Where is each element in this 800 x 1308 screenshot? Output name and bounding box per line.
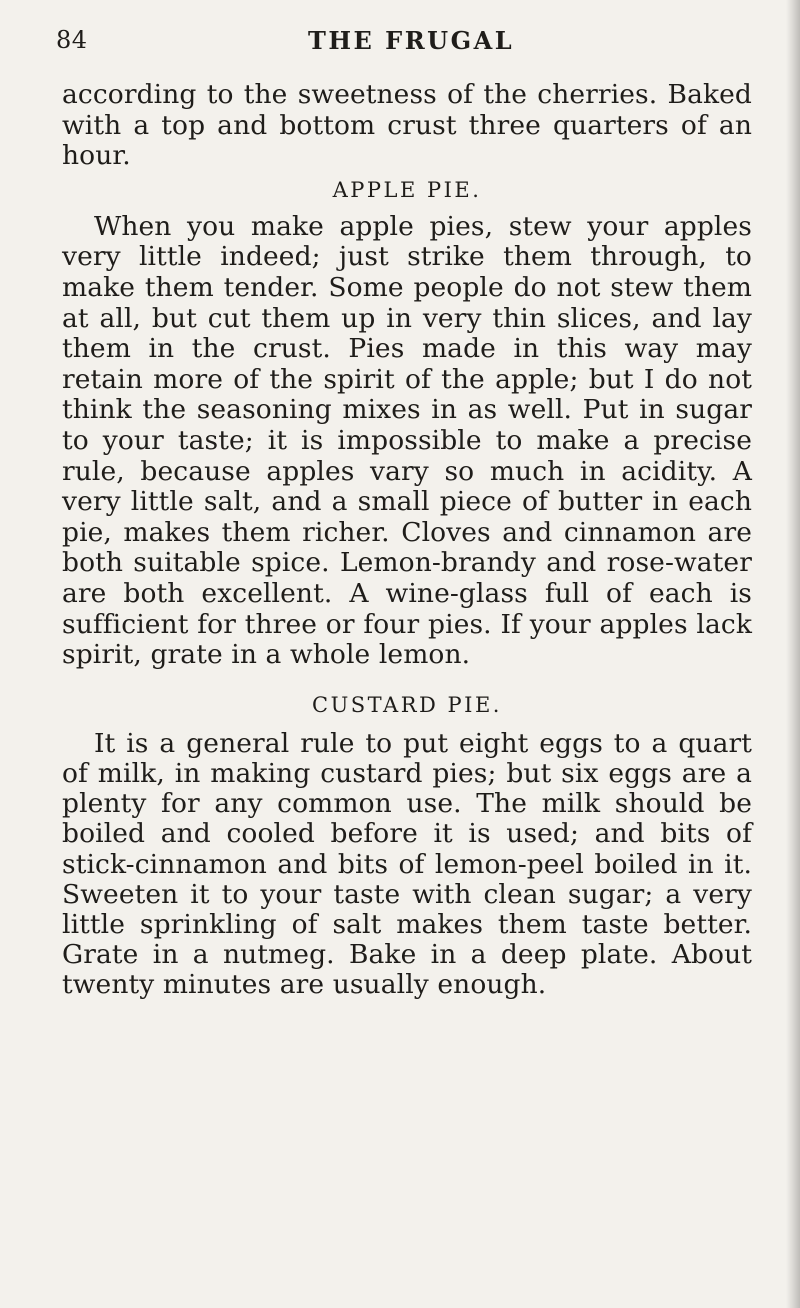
custard-pie-heading: CUSTARD PIE. (312, 692, 502, 717)
page-edge-shadow (786, 0, 800, 1308)
running-head: THE FRUGAL (308, 26, 515, 55)
page-header (56, 26, 756, 62)
custard-pie-section (62, 729, 752, 1001)
page-number: 84 (56, 26, 88, 54)
continuation-paragraph: according to the sweetness of the cherries. Baked with a top and bottom crust three quarters of an hour. (62, 79, 752, 172)
apple-pie-paragraph: When you make apple pies, stew your apples very little indeed; just strike them through, to make them tender. Some people do not stew them at all, but cut them up in very thin slices, and lay them in the crust. Pies made in this way may retain more of the spirit of the apple; but I do not think the seasoning mixes in as well. Put in sugar to your taste; it is impossible to make a precise rule, because apples vary so much in acidity. A very little salt, and a small piece of butter in each pie, makes them richer. Cloves and cinnamon are both suitable spice. Lemon-brandy and rose-water are both excellent. A wine-glass full of each is sufficient for three or four pies. If your apples lack spirit, grate in a whole lemon. (62, 210, 752, 671)
page-body (62, 80, 752, 1001)
apple-pie-heading: APPLE PIE. (332, 177, 482, 202)
custard-pie-paragraph: It is a general rule to put eight eggs to a quart of milk, in making custard pies; but six eggs are a plenty for any common use. The milk should be boiled and cooled before it is used; and bits of stick-cinnamon and bits of lemon-peel boiled in it. Sweeten it to your taste with clean sugar; a very little sprinkling of salt makes them taste better. Grate in a nutmeg. Bake in a deep plate. About twenty minutes are usually enough. (62, 727, 752, 1001)
